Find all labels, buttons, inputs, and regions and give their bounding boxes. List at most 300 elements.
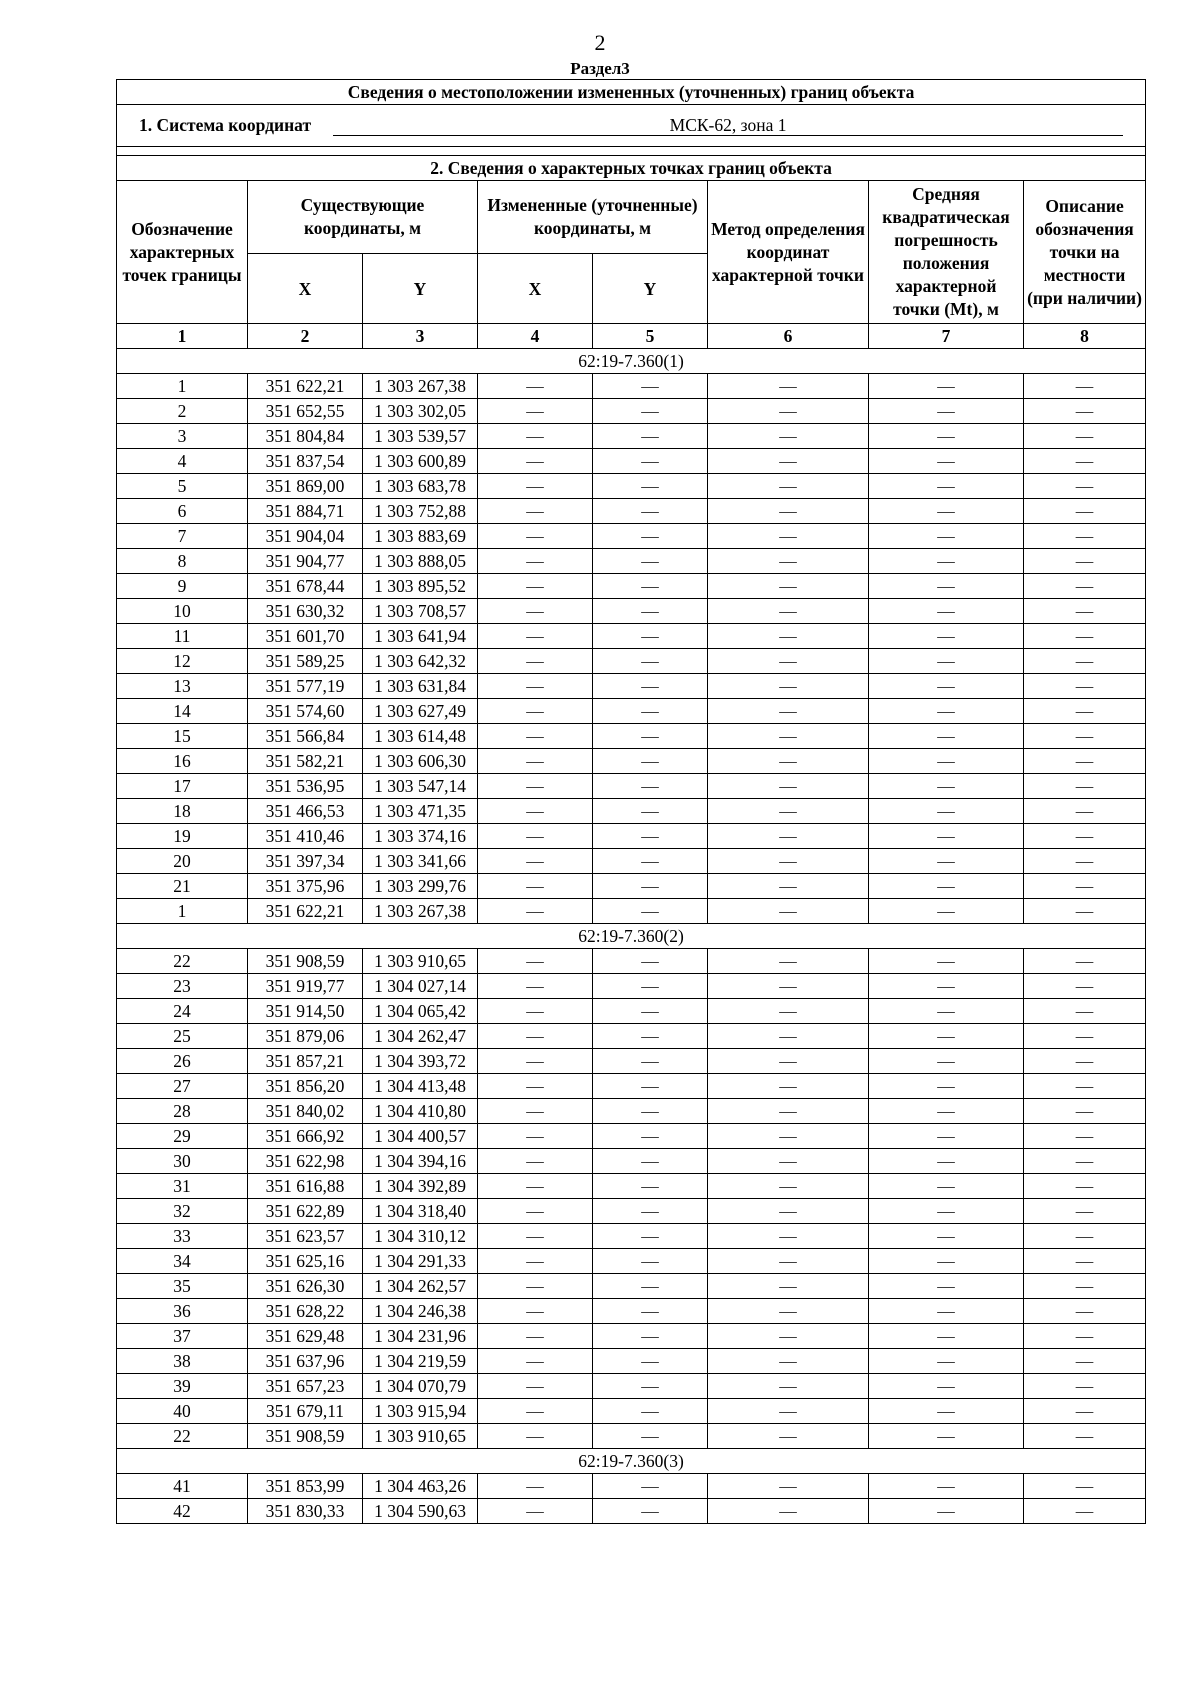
existing-x: 351 904,77	[248, 549, 363, 574]
existing-y: 1 303 910,65	[363, 1424, 478, 1449]
mean-error-empty: —	[869, 1224, 1024, 1249]
changed-y-empty: —	[593, 1174, 708, 1199]
existing-x: 351 908,59	[248, 1424, 363, 1449]
method-empty: —	[708, 599, 869, 624]
description-empty: —	[1024, 1499, 1146, 1524]
coordinate-system-row	[117, 105, 1146, 147]
mean-error-empty: —	[869, 1274, 1024, 1299]
point-number: 15	[117, 724, 248, 749]
existing-y: 1 303 374,16	[363, 824, 478, 849]
changed-y-empty: —	[593, 1224, 708, 1249]
changed-x-empty: —	[478, 499, 593, 524]
description-empty: —	[1024, 774, 1146, 799]
method-empty: —	[708, 1399, 869, 1424]
changed-x-empty: —	[478, 474, 593, 499]
changed-x-empty: —	[478, 1049, 593, 1074]
method-empty: —	[708, 899, 869, 924]
point-number: 29	[117, 1124, 248, 1149]
description-empty: —	[1024, 699, 1146, 724]
existing-y: 1 303 895,52	[363, 574, 478, 599]
changed-x-empty: —	[478, 724, 593, 749]
table-row	[117, 549, 1146, 574]
existing-x: 351 652,55	[248, 399, 363, 424]
changed-x-empty: —	[478, 424, 593, 449]
header-existing-y: Y	[363, 254, 478, 324]
description-empty: —	[1024, 1199, 1146, 1224]
table-row	[117, 1249, 1146, 1274]
header-description: Описание обозначения точки на местности (при наличии)	[1024, 181, 1146, 324]
mean-error-empty: —	[869, 499, 1024, 524]
table-row	[117, 674, 1146, 699]
table-row	[117, 1299, 1146, 1324]
existing-y: 1 303 302,05	[363, 399, 478, 424]
existing-y: 1 303 614,48	[363, 724, 478, 749]
description-empty: —	[1024, 1049, 1146, 1074]
method-empty: —	[708, 1374, 869, 1399]
point-number: 25	[117, 1024, 248, 1049]
method-empty: —	[708, 1199, 869, 1224]
description-empty: —	[1024, 474, 1146, 499]
mean-error-empty: —	[869, 999, 1024, 1024]
table-row	[117, 774, 1146, 799]
mean-error-empty: —	[869, 699, 1024, 724]
method-empty: —	[708, 699, 869, 724]
description-empty: —	[1024, 1024, 1146, 1049]
method-empty: —	[708, 999, 869, 1024]
existing-y: 1 304 065,42	[363, 999, 478, 1024]
description-empty: —	[1024, 624, 1146, 649]
existing-y: 1 304 291,33	[363, 1249, 478, 1274]
changed-y-empty: —	[593, 974, 708, 999]
changed-y-empty: —	[593, 1499, 708, 1524]
description-empty: —	[1024, 899, 1146, 924]
table-row	[117, 1124, 1146, 1149]
existing-y: 1 303 910,65	[363, 949, 478, 974]
existing-x: 351 869,00	[248, 474, 363, 499]
mean-error-empty: —	[869, 1299, 1024, 1324]
mean-error-empty: —	[869, 1349, 1024, 1374]
method-empty: —	[708, 399, 869, 424]
changed-y-empty: —	[593, 799, 708, 824]
mean-error-empty: —	[869, 1024, 1024, 1049]
description-empty: —	[1024, 1224, 1146, 1249]
point-number: 13	[117, 674, 248, 699]
description-empty: —	[1024, 374, 1146, 399]
changed-x-empty: —	[478, 449, 593, 474]
existing-x: 351 857,21	[248, 1049, 363, 1074]
existing-y: 1 304 463,26	[363, 1474, 478, 1499]
method-empty: —	[708, 1324, 869, 1349]
mean-error-empty: —	[869, 874, 1024, 899]
header-existing-x: X	[248, 254, 363, 324]
point-number: 12	[117, 649, 248, 674]
header-changed-x: X	[478, 254, 593, 324]
existing-x: 351 666,92	[248, 1124, 363, 1149]
description-empty: —	[1024, 499, 1146, 524]
changed-y-empty: —	[593, 1324, 708, 1349]
column-number: 5	[593, 324, 708, 349]
changed-x-empty: —	[478, 874, 593, 899]
description-empty: —	[1024, 974, 1146, 999]
method-empty: —	[708, 424, 869, 449]
changed-y-empty: —	[593, 849, 708, 874]
existing-x: 351 830,33	[248, 1499, 363, 1524]
changed-x-empty: —	[478, 599, 593, 624]
mean-error-empty: —	[869, 974, 1024, 999]
point-number: 19	[117, 824, 248, 849]
method-empty: —	[708, 1224, 869, 1249]
mean-error-empty: —	[869, 949, 1024, 974]
changed-x-empty: —	[478, 899, 593, 924]
changed-x-empty: —	[478, 574, 593, 599]
existing-x: 351 622,21	[248, 374, 363, 399]
method-empty: —	[708, 1299, 869, 1324]
existing-y: 1 303 627,49	[363, 699, 478, 724]
existing-x: 351 410,46	[248, 824, 363, 849]
changed-y-empty: —	[593, 1399, 708, 1424]
mean-error-empty: —	[869, 374, 1024, 399]
method-empty: —	[708, 1074, 869, 1099]
description-empty: —	[1024, 424, 1146, 449]
existing-y: 1 303 642,32	[363, 649, 478, 674]
point-number: 35	[117, 1274, 248, 1299]
method-empty: —	[708, 449, 869, 474]
column-number-row	[117, 324, 1146, 349]
existing-y: 1 304 231,96	[363, 1324, 478, 1349]
changed-y-empty: —	[593, 1099, 708, 1124]
changed-y-empty: —	[593, 824, 708, 849]
existing-y: 1 304 070,79	[363, 1374, 478, 1399]
changed-y-empty: —	[593, 1349, 708, 1374]
existing-y: 1 304 413,48	[363, 1074, 478, 1099]
point-number: 23	[117, 974, 248, 999]
description-empty: —	[1024, 1324, 1146, 1349]
group-name: 62:19-7.360(3)	[117, 1449, 1146, 1474]
description-empty: —	[1024, 1274, 1146, 1299]
description-empty: —	[1024, 1149, 1146, 1174]
mean-error-empty: —	[869, 1149, 1024, 1174]
method-empty: —	[708, 649, 869, 674]
mean-error-empty: —	[869, 849, 1024, 874]
column-number: 7	[869, 324, 1024, 349]
description-empty: —	[1024, 1099, 1146, 1124]
description-empty: —	[1024, 1349, 1146, 1374]
mean-error-empty: —	[869, 1174, 1024, 1199]
mean-error-empty: —	[869, 474, 1024, 499]
method-empty: —	[708, 574, 869, 599]
method-empty: —	[708, 624, 869, 649]
existing-x: 351 397,34	[248, 849, 363, 874]
group-row	[117, 349, 1146, 374]
existing-y: 1 303 539,57	[363, 424, 478, 449]
mean-error-empty: —	[869, 1424, 1024, 1449]
table-row	[117, 949, 1146, 974]
changed-x-empty: —	[478, 949, 593, 974]
changed-y-empty: —	[593, 424, 708, 449]
changed-x-empty: —	[478, 1174, 593, 1199]
description-empty: —	[1024, 599, 1146, 624]
existing-y: 1 303 883,69	[363, 524, 478, 549]
point-number: 17	[117, 774, 248, 799]
method-empty: —	[708, 1099, 869, 1124]
changed-x-empty: —	[478, 1024, 593, 1049]
existing-x: 351 840,02	[248, 1099, 363, 1124]
changed-y-empty: —	[593, 874, 708, 899]
mean-error-empty: —	[869, 1499, 1024, 1524]
table-title: Сведения о местоположении измененных (уточненных) границ объекта	[117, 80, 1146, 105]
existing-y: 1 303 547,14	[363, 774, 478, 799]
point-number: 1	[117, 374, 248, 399]
coordinate-system-value: МСК-62, зона 1	[333, 115, 1123, 136]
changed-x-empty: —	[478, 1349, 593, 1374]
point-number: 42	[117, 1499, 248, 1524]
existing-x: 351 623,57	[248, 1224, 363, 1249]
table-row	[117, 1499, 1146, 1524]
existing-y: 1 303 915,94	[363, 1399, 478, 1424]
changed-y-empty: —	[593, 1049, 708, 1074]
changed-y-empty: —	[593, 1024, 708, 1049]
method-empty: —	[708, 1274, 869, 1299]
description-empty: —	[1024, 399, 1146, 424]
existing-x: 351 626,30	[248, 1274, 363, 1299]
changed-x-empty: —	[478, 549, 593, 574]
mean-error-empty: —	[869, 774, 1024, 799]
table-row	[117, 899, 1146, 924]
description-empty: —	[1024, 1174, 1146, 1199]
existing-y: 1 304 394,16	[363, 1149, 478, 1174]
method-empty: —	[708, 1349, 869, 1374]
point-number: 26	[117, 1049, 248, 1074]
method-empty: —	[708, 874, 869, 899]
point-number: 28	[117, 1099, 248, 1124]
point-number: 32	[117, 1199, 248, 1224]
mean-error-empty: —	[869, 1074, 1024, 1099]
existing-y: 1 303 267,38	[363, 374, 478, 399]
changed-y-empty: —	[593, 499, 708, 524]
point-number: 40	[117, 1399, 248, 1424]
table-row	[117, 1274, 1146, 1299]
point-number: 11	[117, 624, 248, 649]
header-mean-error: Средняя квадратическая погрешность положения характерной точки (Mt), м	[869, 181, 1024, 324]
changed-x-empty: —	[478, 1499, 593, 1524]
method-empty: —	[708, 749, 869, 774]
method-empty: —	[708, 1474, 869, 1499]
changed-x-empty: —	[478, 1074, 593, 1099]
column-number: 2	[248, 324, 363, 349]
table-row	[117, 1324, 1146, 1349]
point-number: 21	[117, 874, 248, 899]
existing-x: 351 637,96	[248, 1349, 363, 1374]
changed-x-empty: —	[478, 1399, 593, 1424]
existing-x: 351 622,21	[248, 899, 363, 924]
changed-x-empty: —	[478, 1099, 593, 1124]
description-empty: —	[1024, 1374, 1146, 1399]
description-empty: —	[1024, 1424, 1146, 1449]
point-number: 18	[117, 799, 248, 824]
point-number: 27	[117, 1074, 248, 1099]
existing-x: 351 536,95	[248, 774, 363, 799]
point-number: 22	[117, 949, 248, 974]
existing-x: 351 616,88	[248, 1174, 363, 1199]
method-empty: —	[708, 724, 869, 749]
existing-x: 351 622,89	[248, 1199, 363, 1224]
existing-y: 1 304 262,57	[363, 1274, 478, 1299]
table-row	[117, 1174, 1146, 1199]
existing-y: 1 303 631,84	[363, 674, 478, 699]
existing-y: 1 303 606,30	[363, 749, 478, 774]
changed-y-empty: —	[593, 1299, 708, 1324]
changed-y-empty: —	[593, 1249, 708, 1274]
changed-x-empty: —	[478, 824, 593, 849]
boundary-points-table	[116, 79, 1146, 1524]
changed-y-empty: —	[593, 774, 708, 799]
existing-x: 351 914,50	[248, 999, 363, 1024]
table-row	[117, 1474, 1146, 1499]
method-empty: —	[708, 1024, 869, 1049]
description-empty: —	[1024, 574, 1146, 599]
table-row	[117, 424, 1146, 449]
existing-y: 1 303 752,88	[363, 499, 478, 524]
changed-x-empty: —	[478, 999, 593, 1024]
mean-error-empty: —	[869, 449, 1024, 474]
existing-y: 1 304 310,12	[363, 1224, 478, 1249]
table-row	[117, 824, 1146, 849]
existing-y: 1 304 262,47	[363, 1024, 478, 1049]
header-existing-coordinates: Существующие координаты, м	[248, 181, 478, 254]
header-method: Метод определения координат характерной точки	[708, 181, 869, 324]
point-number: 2	[117, 399, 248, 424]
existing-x: 351 879,06	[248, 1024, 363, 1049]
point-number: 6	[117, 499, 248, 524]
changed-x-empty: —	[478, 774, 593, 799]
mean-error-empty: —	[869, 899, 1024, 924]
method-empty: —	[708, 474, 869, 499]
changed-y-empty: —	[593, 1274, 708, 1299]
description-empty: —	[1024, 949, 1146, 974]
changed-y-empty: —	[593, 1149, 708, 1174]
point-number: 7	[117, 524, 248, 549]
changed-y-empty: —	[593, 649, 708, 674]
changed-x-empty: —	[478, 649, 593, 674]
changed-y-empty: —	[593, 1424, 708, 1449]
changed-x-empty: —	[478, 1374, 593, 1399]
description-empty: —	[1024, 724, 1146, 749]
method-empty: —	[708, 1249, 869, 1274]
existing-x: 351 629,48	[248, 1324, 363, 1349]
method-empty: —	[708, 849, 869, 874]
description-empty: —	[1024, 549, 1146, 574]
existing-y: 1 303 267,38	[363, 899, 478, 924]
changed-x-empty: —	[478, 1149, 593, 1174]
header-changed-coordinates: Измененные (уточненные) координаты, м	[478, 181, 708, 254]
point-number: 38	[117, 1349, 248, 1374]
table-row	[117, 449, 1146, 474]
mean-error-empty: —	[869, 574, 1024, 599]
point-number: 33	[117, 1224, 248, 1249]
description-empty: —	[1024, 799, 1146, 824]
description-empty: —	[1024, 1299, 1146, 1324]
existing-y: 1 304 219,59	[363, 1349, 478, 1374]
column-number: 1	[117, 324, 248, 349]
point-number: 41	[117, 1474, 248, 1499]
point-number: 31	[117, 1174, 248, 1199]
changed-y-empty: —	[593, 449, 708, 474]
changed-x-empty: —	[478, 1199, 593, 1224]
changed-x-empty: —	[478, 1424, 593, 1449]
changed-y-empty: —	[593, 524, 708, 549]
changed-x-empty: —	[478, 399, 593, 424]
changed-y-empty: —	[593, 724, 708, 749]
changed-x-empty: —	[478, 1249, 593, 1274]
table-row	[117, 1149, 1146, 1174]
method-empty: —	[708, 524, 869, 549]
changed-x-empty: —	[478, 1124, 593, 1149]
point-number: 3	[117, 424, 248, 449]
point-number: 8	[117, 549, 248, 574]
changed-y-empty: —	[593, 399, 708, 424]
method-empty: —	[708, 499, 869, 524]
changed-x-empty: —	[478, 624, 593, 649]
method-empty: —	[708, 1174, 869, 1199]
point-number: 16	[117, 749, 248, 774]
description-empty: —	[1024, 999, 1146, 1024]
method-empty: —	[708, 374, 869, 399]
description-empty: —	[1024, 649, 1146, 674]
existing-x: 351 574,60	[248, 699, 363, 724]
column-number: 4	[478, 324, 593, 349]
table-row	[117, 624, 1146, 649]
coordinate-system-label: 1. Система координат	[139, 115, 312, 135]
table-row	[117, 1074, 1146, 1099]
existing-y: 1 303 299,76	[363, 874, 478, 899]
table-row	[117, 724, 1146, 749]
group-row	[117, 1449, 1146, 1474]
existing-x: 351 853,99	[248, 1474, 363, 1499]
point-number: 36	[117, 1299, 248, 1324]
method-empty: —	[708, 799, 869, 824]
changed-x-empty: —	[478, 799, 593, 824]
header-designation: Обозначение характерных точек границы	[117, 181, 248, 324]
mean-error-empty: —	[869, 749, 1024, 774]
mean-error-empty: —	[869, 824, 1024, 849]
table-row	[117, 874, 1146, 899]
mean-error-empty: —	[869, 524, 1024, 549]
mean-error-empty: —	[869, 674, 1024, 699]
column-number: 6	[708, 324, 869, 349]
group-name: 62:19-7.360(1)	[117, 349, 1146, 374]
description-empty: —	[1024, 449, 1146, 474]
method-empty: —	[708, 824, 869, 849]
table-row	[117, 599, 1146, 624]
existing-y: 1 303 888,05	[363, 549, 478, 574]
point-number: 34	[117, 1249, 248, 1274]
changed-y-empty: —	[593, 574, 708, 599]
changed-x-empty: —	[478, 849, 593, 874]
existing-x: 351 589,25	[248, 649, 363, 674]
existing-x: 351 601,70	[248, 624, 363, 649]
point-number: 39	[117, 1374, 248, 1399]
existing-x: 351 466,53	[248, 799, 363, 824]
table-row	[117, 849, 1146, 874]
changed-y-empty: —	[593, 999, 708, 1024]
table-row	[117, 1224, 1146, 1249]
mean-error-empty: —	[869, 1199, 1024, 1224]
method-empty: —	[708, 1149, 869, 1174]
group-row	[117, 924, 1146, 949]
existing-y: 1 304 410,80	[363, 1099, 478, 1124]
changed-y-empty: —	[593, 374, 708, 399]
point-number: 14	[117, 699, 248, 724]
